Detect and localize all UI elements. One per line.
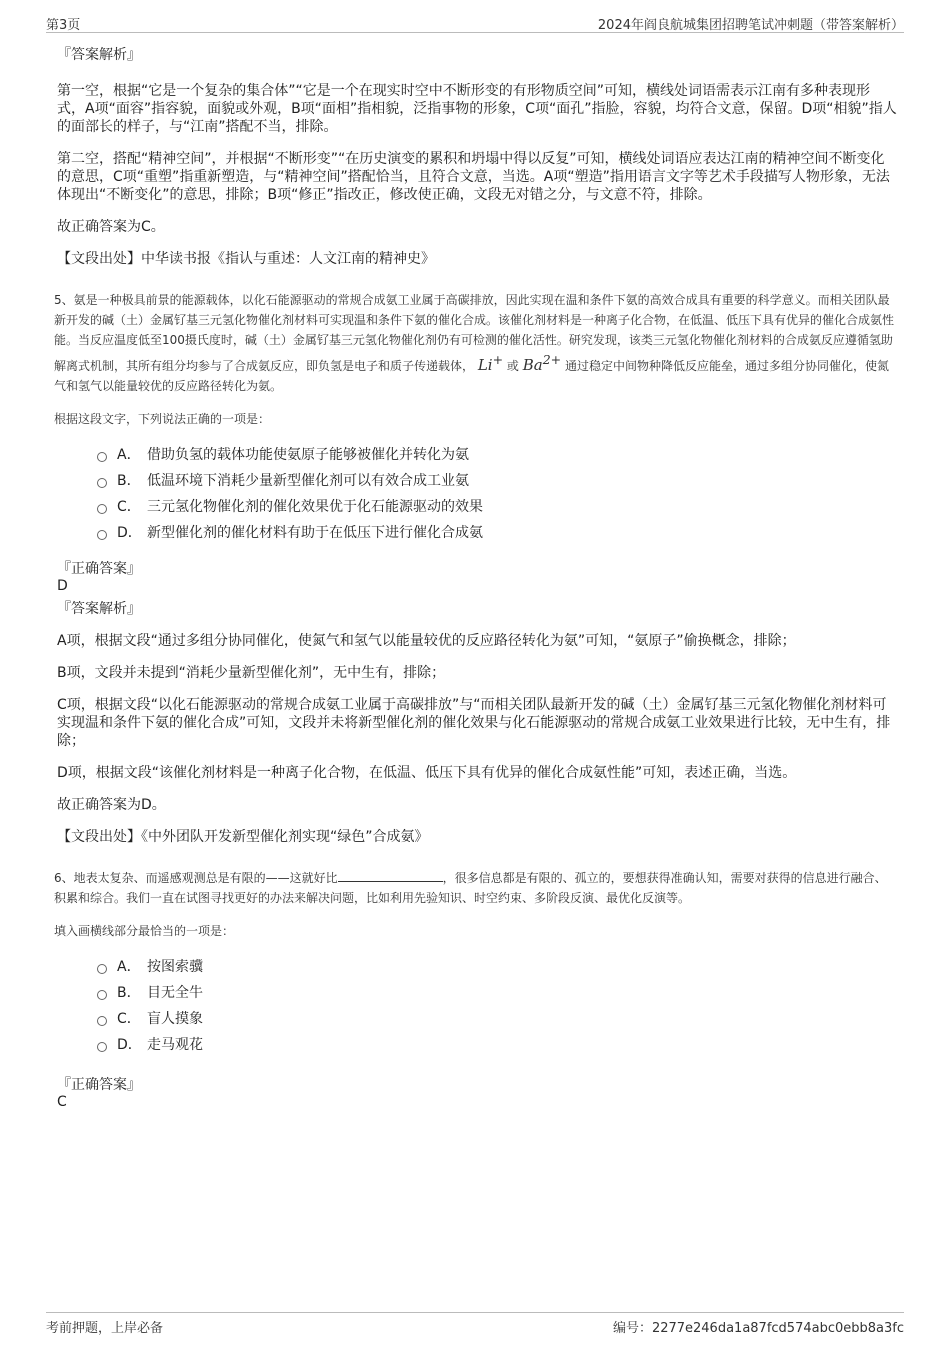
- page-footer: [46, 1312, 904, 1336]
- q5-analysis-a: A项，根据文段“通过多组分协同催化，使氮气和氢气以能量较优的反应路径转化为氨”可知，“氨原子”偷换概念，排除；: [57, 633, 796, 649]
- radio-icon[interactable]: [97, 452, 107, 462]
- q5-answer-block: [57, 560, 897, 618]
- q6-option-b[interactable]: B． 目无全牛: [97, 984, 897, 1010]
- page-header: [46, 12, 904, 33]
- q6-answer-block: [57, 1076, 897, 1110]
- q5-answer-line: 故正确答案为D。: [57, 797, 166, 813]
- document-title: 2024年阎良航城集团招聘笔试冲刺题（带答案解析）: [597, 18, 904, 33]
- radio-icon[interactable]: [97, 990, 107, 1000]
- footer-slogan: 考前押题，上岸必备: [46, 1321, 164, 1336]
- q5-options: [97, 446, 897, 550]
- radio-icon[interactable]: [97, 1042, 107, 1052]
- q5-prompt: 根据这段文字，下列说法正确的一项是：: [54, 412, 271, 426]
- q5-stem-text-b: 通过稳定中间物种降低反应能垒，通过多组分协同催化，使氮气和氢气以能量较优的反应路径转化为氨。: [54, 359, 890, 393]
- q6-options: [97, 958, 897, 1062]
- q5-answer-value: D: [57, 578, 68, 594]
- q6-stem: [54, 868, 897, 908]
- q6-stem-text-b: ，很多信息都是有限的、孤立的，要想获得准确认知，需要对获得的信息进行融合、积累和综合。我们一直在试图寻找更好的办法来解决问题，比如利用先验知识、时空约束、多阶段反演、最优化反演等。: [54, 871, 887, 905]
- q6-option-c[interactable]: C． 盲人摸象: [97, 1010, 897, 1036]
- q4-source: 【文段出处】中华读书报《指认与重述：人文江南的精神史》: [57, 251, 435, 267]
- q5-option-a[interactable]: A． 借助负氢的载体功能使氨原子能够被催化并转化为氨: [97, 446, 897, 472]
- q5-stem-or: 或: [506, 359, 519, 373]
- radio-icon[interactable]: [97, 530, 107, 540]
- page-content: [54, 46, 897, 1110]
- q4-answer-line: 故正确答案为C。: [57, 219, 165, 235]
- q5-option-b[interactable]: B． 低温环境下消耗少量新型催化剂可以有效合成工业氨: [97, 472, 897, 498]
- q4-analysis-p2: 第二空，搭配“精神空间”，并根据“不断形变”“在历史演变的累积和坍塌中得以反复”可知，横线处词语应表达江南的精神空间不断变化的意思，C项“重塑”指重新塑造，与“精神空间”搭配恰当，且符合文意，当选。A项“塑造”指用语言文字等艺术手段描写人物形象，无法体现出“不断变化”的意思，排除；B项“修正”指改正，修改使正确，文段无对错之分，与文意不符，排除。: [57, 151, 890, 203]
- q6-prompt: 填入画横线部分最恰当的一项是：: [54, 924, 235, 938]
- q6-answer-label: 『正确答案』: [57, 1077, 141, 1093]
- q5-option-d[interactable]: D． 新型催化剂的催化材料有助于在低压下进行催化合成氨: [97, 524, 897, 550]
- page-number: 第3页: [46, 18, 81, 33]
- document-id: 编号：2277e246da1a87fcd574abc0ebb8a3fc: [612, 1321, 904, 1336]
- q6-stem-text-a: 6、地表太复杂、而遥感观测总是有限的——这就好比: [54, 871, 338, 885]
- radio-icon[interactable]: [97, 1016, 107, 1026]
- q5-source: 【文段出处】《中外团队开发新型催化剂实现“绿色”合成氨》: [57, 829, 429, 845]
- radio-icon[interactable]: [97, 964, 107, 974]
- q5-stem-text-a: 5、氨是一种极具前景的能源载体，以化石能源驱动的常规合成氨工业属于高碳排放，因此实现在温和条件下氨的高效合成具有重要的科学意义。而相关团队最新开发的碱（土）金属钌基三元氢化物催化剂材料可实现温和条件下氨的催化合成。该催化剂材料是一种离子化合物，在低温、低压下具有优异的催化合成氨性能。当反应温度低至100摄氏度时，碱（土）金属钌基三元氢化物催化剂仍有可检测的催化活性。研究发现，该类三元氢化物催化剂材料的合成氨反应遵循氢助解离式机制，其所有组分均参与了合成氨反应，即负氢是电子和质子传递载体，: [54, 293, 895, 373]
- q4-analysis-p1: 第一空，根据“它是一个复杂的集合体”“它是一个在现实时空中不断形变的有形物质空间”可知，横线处词语需表示江南有多种表现形式，A项“面容”指容貌，面貌或外观，B项“面相”指相貌，泛指事物的形象，C项“面孔”指脸，容貌，均符合文意，保留。D项“相貌”指人的面部长的样子，与“江南”搭配不当，排除。: [57, 83, 897, 135]
- radio-icon[interactable]: [97, 478, 107, 488]
- q5-analysis-d: D项，根据文段“该催化剂材料是一种离子化合物，在低温、低压下具有优异的催化合成氨性能”可知，表述正确，当选。: [57, 765, 797, 781]
- radio-icon[interactable]: [97, 504, 107, 514]
- fill-blank: [338, 869, 443, 882]
- q5-analysis-c: C项，根据文段“以化石能源驱动的常规合成氨工业属于高碳排放”与“而相关团队最新开发的碱（土）金属钌基三元氢化物催化剂材料可实现温和条件下氨的催化合成”可知，文段并未将新型催化剂的催化效果与化石能源驱动的常规合成氨工业效果进行比较，无中生有，排除；: [57, 697, 891, 749]
- q5-analysis-label: 『答案解析』: [57, 601, 141, 617]
- q5-option-c[interactable]: C． 三元氢化物催化剂的催化效果优于化石能源驱动的效果: [97, 498, 897, 524]
- q6-option-d[interactable]: D． 走马观花: [97, 1036, 897, 1062]
- q5-analysis-b: B项，文段并未提到“消耗少量新型催化剂”，无中生有，排除；: [57, 665, 446, 681]
- q6-answer-value: C: [57, 1094, 67, 1110]
- q6-option-a[interactable]: A． 按图索骥: [97, 958, 897, 984]
- q5-answer-label: 『正确答案』: [57, 561, 141, 577]
- q5-math-ba: $Ba^{2+}$: [522, 352, 562, 374]
- q4-analysis-label: 『答案解析』: [57, 47, 141, 63]
- q5-stem: [54, 290, 897, 396]
- q5-math-li: Li+: [477, 352, 504, 374]
